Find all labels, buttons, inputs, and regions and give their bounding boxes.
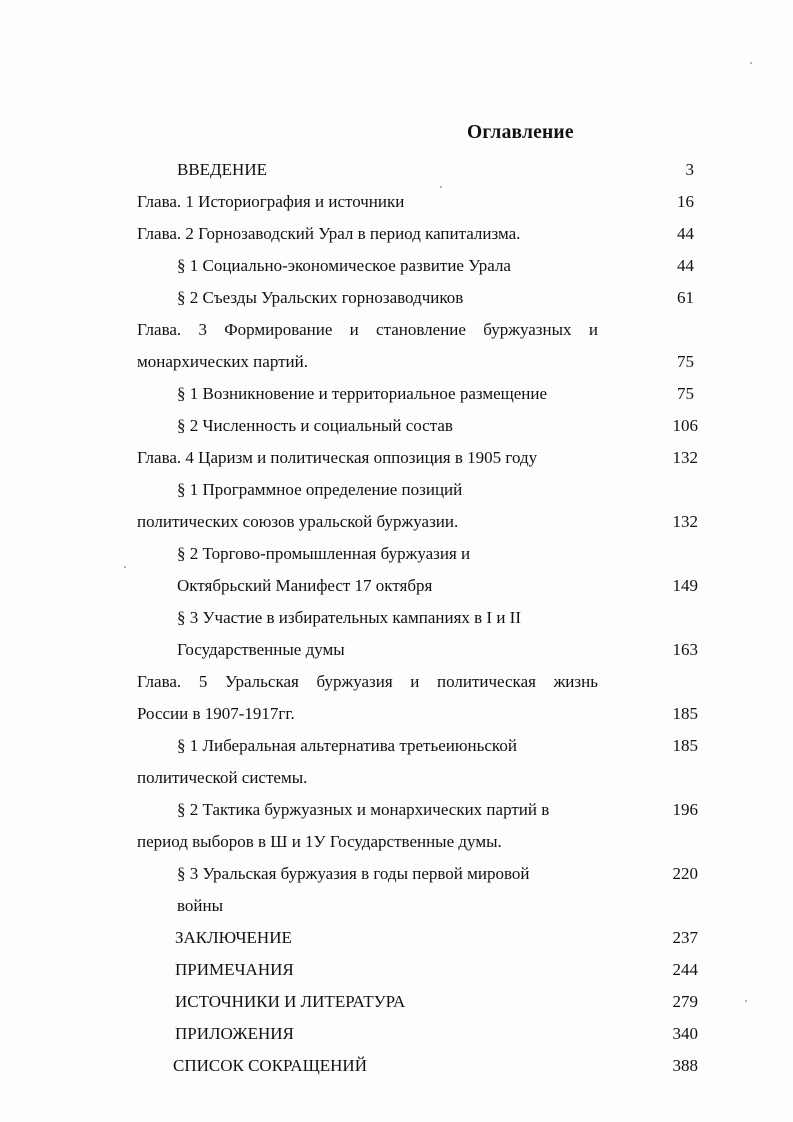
toc-entry-conclusion: ЗАКЛЮЧЕНИЕ <box>175 928 292 947</box>
word: Уральская <box>224 672 299 691</box>
toc-page-intro: 3 <box>685 160 694 179</box>
toc-entry-abbreviations: СПИСОК СОКРАЩЕНИЙ <box>173 1056 367 1075</box>
toc-entry-notes: ПРИМЕЧАНИЯ <box>175 960 294 979</box>
toc-entry-chapter-5-section-3-line-1: § 3 Уральская буржуазия в годы первой мировой <box>177 864 530 883</box>
toc-entry-chapter-2: Глава. 2 Горнозаводский Урал в период капитализма. <box>137 224 521 243</box>
toc-page-chapter-4-section-2: 149 <box>672 576 698 595</box>
toc-page-chapter-5-section-2: 196 <box>672 800 698 819</box>
toc-entry-chapter-4: Глава. 4 Царизм и политическая оппозиция в 1905 году <box>137 448 538 467</box>
toc-entry-chapter-3-line-2: монархических партий. <box>137 352 308 371</box>
word: и <box>410 672 420 691</box>
word: Глава. <box>137 672 182 691</box>
word: буржуазия <box>316 672 393 691</box>
toc-page-conclusion: 237 <box>672 928 698 947</box>
scan-speck <box>440 186 442 188</box>
toc-entry-chapter-5-section-2-line-2: период выборов в Ш и 1У Государственные думы. <box>137 832 502 851</box>
toc-entry-chapter-5-section-3-line-2: войны <box>177 896 224 915</box>
toc-page-abbreviations: 388 <box>672 1056 698 1075</box>
toc-entry-chapter-4-section-3-line-2: Государственные думы <box>177 640 345 659</box>
toc-page-chapter-5-section-1: 185 <box>672 736 698 755</box>
toc-entry-chapter-3-line-1 <box>137 320 598 340</box>
word: политическая <box>437 672 536 691</box>
toc-entry-chapter-4-section-3-line-1: § 3 Участие в избирательных кампаниях в I и II <box>177 608 521 627</box>
toc-entry-sources: ИСТОЧНИКИ И ЛИТЕРАТУРА <box>175 992 406 1011</box>
word: и <box>349 320 359 339</box>
toc-page-chapter-4-section-1: 132 <box>672 512 698 531</box>
word: Формирование <box>224 320 333 339</box>
toc-entry-chapter-5-section-2-line-1: § 2 Тактика буржуазных и монархических партий в <box>177 800 550 819</box>
toc-entry-chapter-4-section-1-line-2: политических союзов уральской буржуазии. <box>137 512 459 531</box>
toc-page-notes: 244 <box>672 960 698 979</box>
toc-entry-chapter-5-section-1-line-1: § 1 Либеральная альтернатива третьеиюньской <box>177 736 517 755</box>
scan-speck <box>750 62 752 64</box>
scan-speck <box>745 1000 747 1002</box>
toc-page-chapter-5-section-3: 220 <box>672 864 698 883</box>
toc-page-chapter-3-section-2: 106 <box>672 416 698 435</box>
toc-page-chapter-4-section-3: 163 <box>672 640 698 659</box>
toc-entry-chapter-3-section-2: § 2 Численность и социальный состав <box>177 416 453 435</box>
toc-entry-chapter-4-section-2-line-2: Октябрьский Манифест 17 октября <box>177 576 433 595</box>
toc-entry-appendices: ПРИЛОЖЕНИЯ <box>175 1024 294 1043</box>
toc-entry-intro: ВВЕДЕНИЕ <box>177 160 267 179</box>
word: становление <box>376 320 466 339</box>
toc-entry-chapter-2-section-1: § 1 Социально-экономическое развитие Урала <box>177 256 511 275</box>
toc-page-chapter-5: 185 <box>672 704 698 723</box>
toc-page-chapter-2-section-1: 44 <box>677 256 694 275</box>
word: жизнь <box>553 672 598 691</box>
toc-entry-chapter-1: Глава. 1 Историография и источники <box>137 192 405 211</box>
toc-entry-chapter-4-section-1-line-1: § 1 Программное определение позиций <box>177 480 463 499</box>
toc-page-chapter-1: 16 <box>677 192 694 211</box>
toc-page-chapter-2: 44 <box>677 224 694 243</box>
page-title: Оглавление <box>467 122 574 143</box>
toc-page-appendices: 340 <box>672 1024 698 1043</box>
toc-page-chapter-2-section-2: 61 <box>677 288 694 307</box>
toc-page-chapter-3-section-1: 75 <box>677 384 694 403</box>
word: и <box>588 320 598 339</box>
toc-entry-chapter-4-section-2-line-1: § 2 Торгово-промышленная буржуазия и <box>177 544 471 563</box>
toc-page-sources: 279 <box>672 992 698 1011</box>
toc-entry-chapter-5-line-2: России в 1907-1917гг. <box>137 704 295 723</box>
toc-page-chapter-3: 75 <box>677 352 694 371</box>
toc-entry-chapter-5-line-1 <box>137 672 598 692</box>
toc-entry-chapter-2-section-2: § 2 Съезды Уральских горнозаводчиков <box>177 288 464 307</box>
word: 5 <box>198 672 208 691</box>
toc-entry-chapter-5-section-1-line-2: политической системы. <box>137 768 308 787</box>
scan-speck <box>124 566 126 568</box>
toc-page-chapter-4: 132 <box>672 448 698 467</box>
word: буржуазных <box>483 320 572 339</box>
word: 3 <box>198 320 207 339</box>
word: Глава. <box>137 320 182 339</box>
toc-entry-chapter-3-section-1: § 1 Возникновение и территориальное размещение <box>177 384 548 403</box>
